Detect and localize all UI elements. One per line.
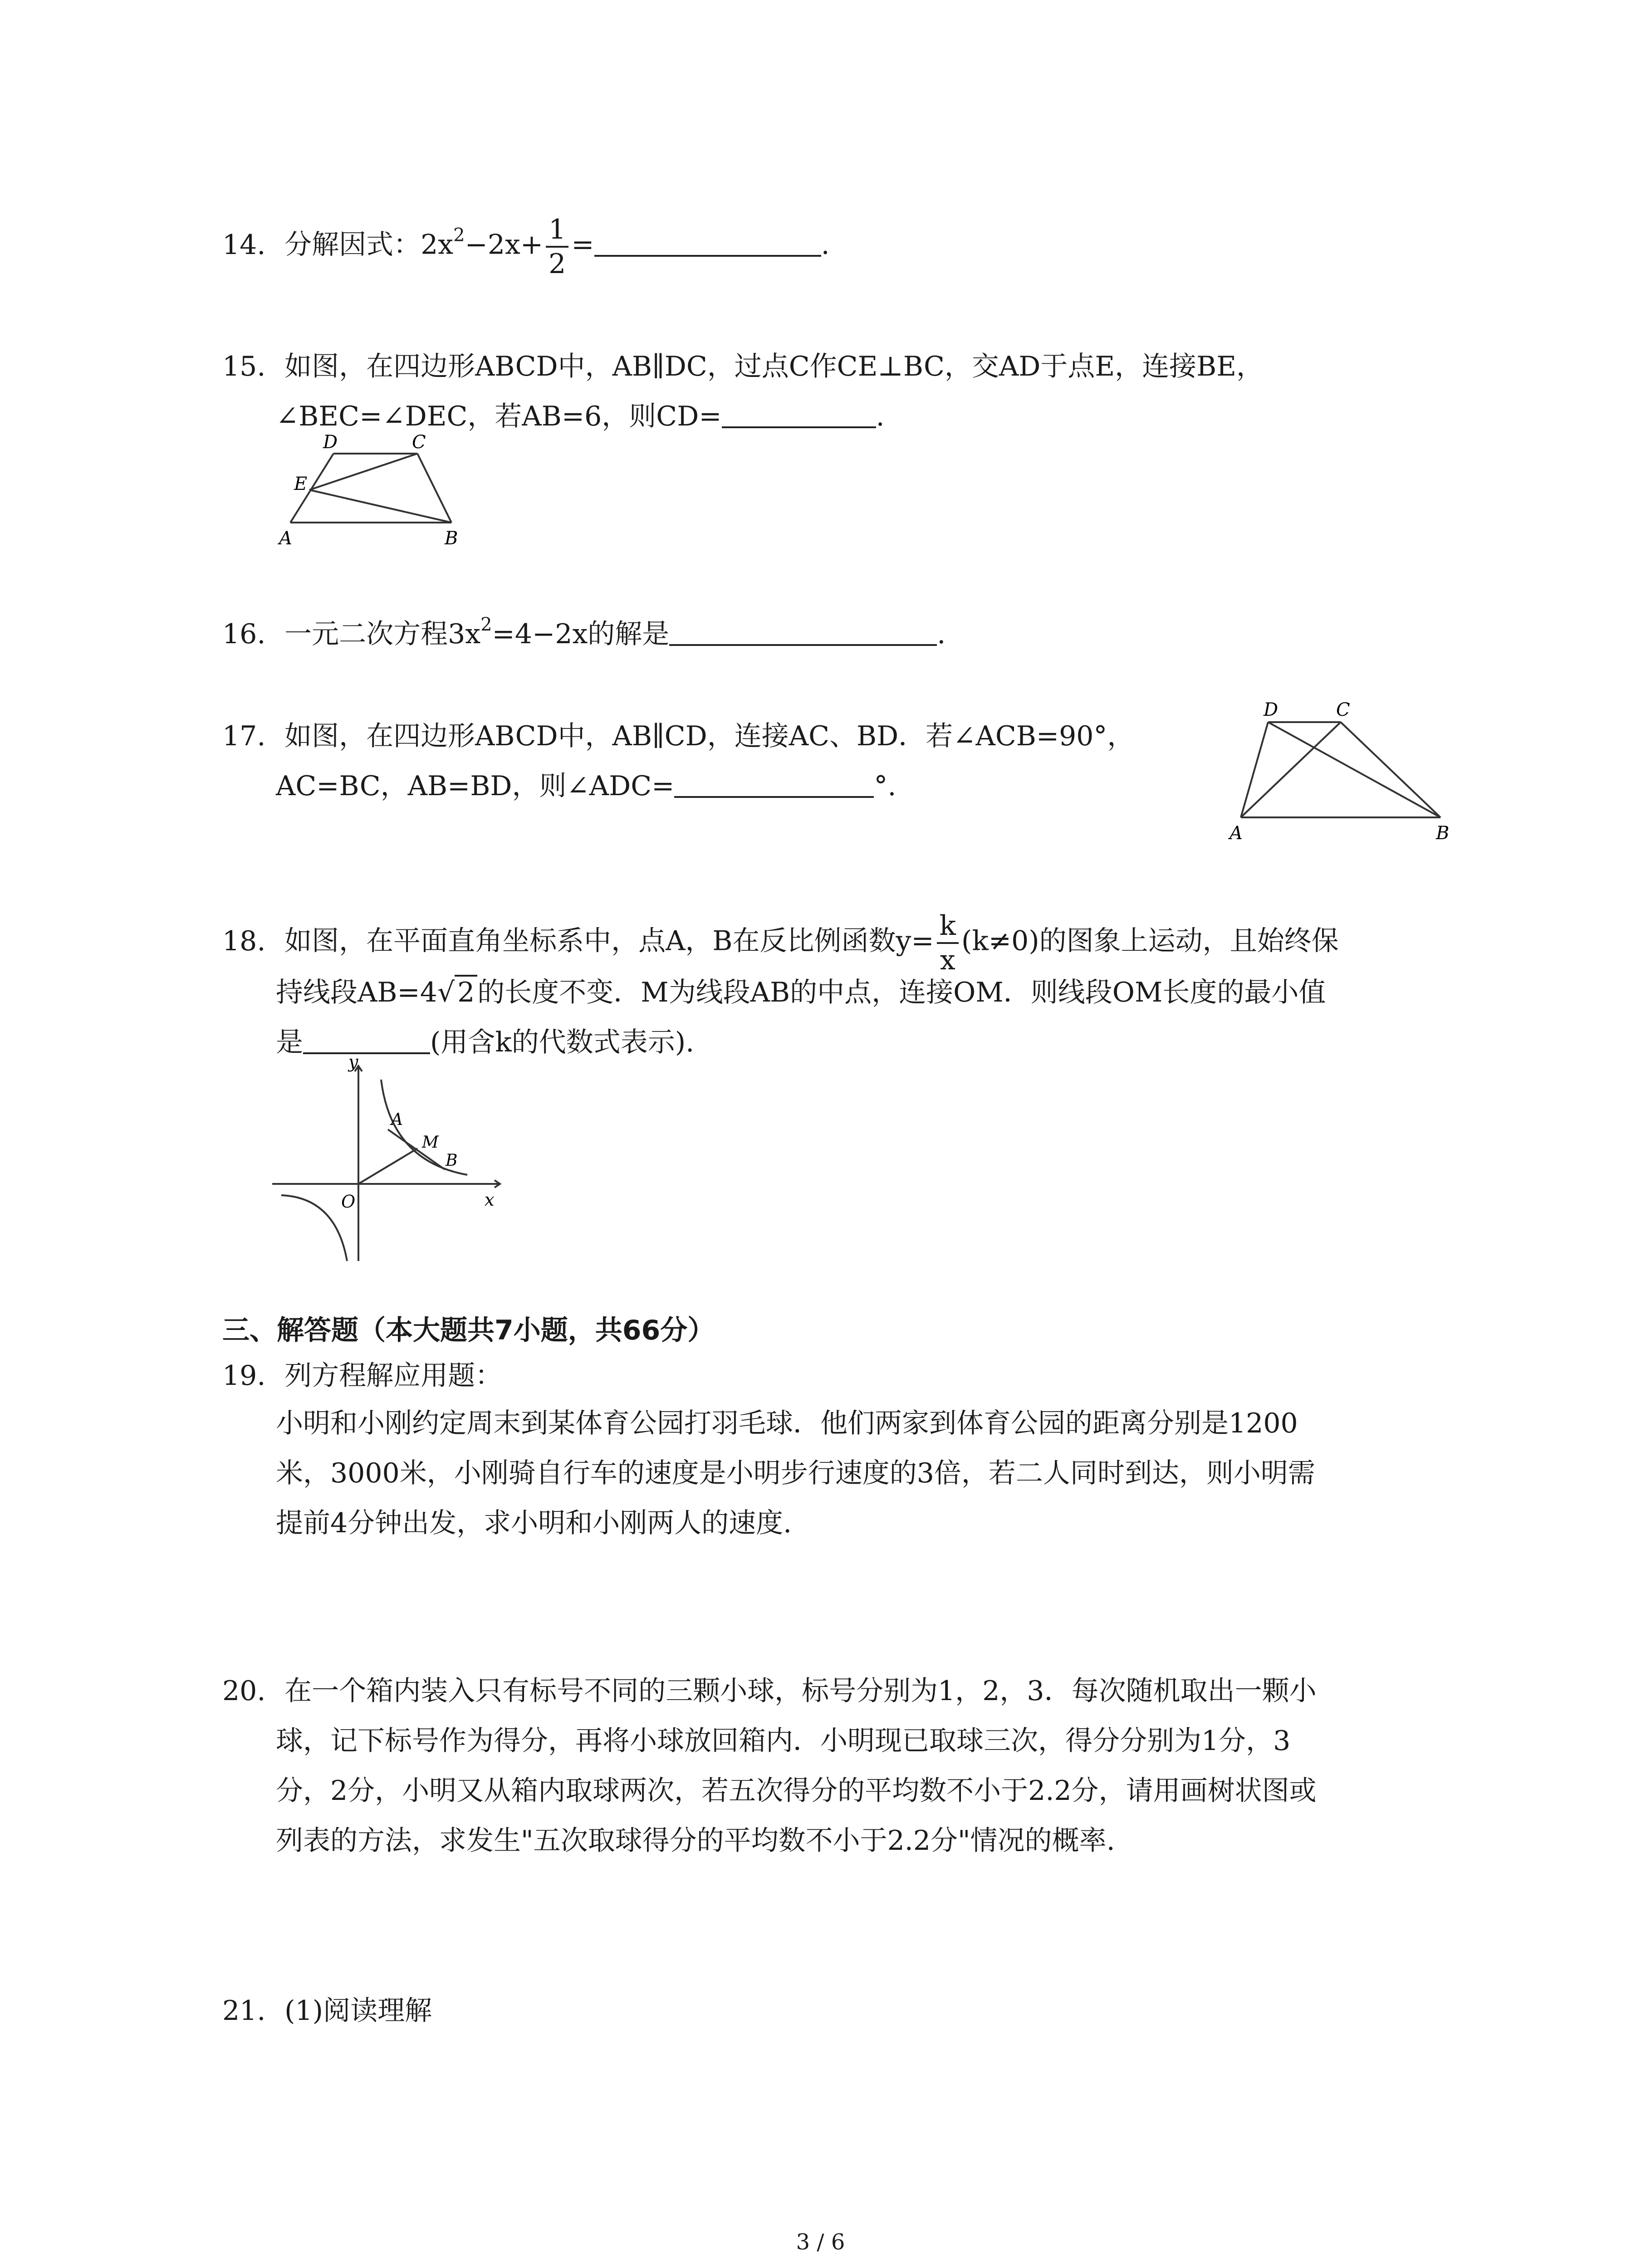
q15-line1: 如图，在四边形ABCD中，AB∥DC，过点C作CE⊥BC，交AD于点E，连接BE， <box>284 351 1264 382</box>
answer-blank[interactable] <box>722 426 876 428</box>
q18-line1a: 如图，在平面直角坐标系中，点A，B在反比例函数y= <box>284 925 934 957</box>
q20-line1: 在一个箱内装入只有标号不同的三颗小球，标号分别为1，2，3．每次随机取出一颗小 <box>284 1675 1317 1707</box>
q19-line1: 小明和小刚约定周末到某体育公园打羽毛球．他们两家到体育公园的距离分别是1200 <box>276 1408 1298 1439</box>
answer-blank[interactable] <box>594 255 821 257</box>
q14-fraction <box>546 213 568 280</box>
q17-end: °. <box>874 770 896 802</box>
q17-figure <box>1225 699 1461 853</box>
q18-line2b: 的长度不变．M为线段AB的中点，连接OM．则线段OM长度的最小值 <box>477 977 1326 1008</box>
q18-fraction <box>937 909 959 977</box>
q17-line1: 如图，在四边形ABCD中，AB∥CD，连接AC、BD．若∠ACB=90°， <box>284 720 1135 752</box>
q18-line3b: (用含k的代数式表示). <box>430 1026 695 1058</box>
q15-figure <box>272 426 463 553</box>
point-label-b: B <box>1436 823 1450 844</box>
q15-line2: ∠BEC=∠DEC，若AB=6，则CD= <box>276 401 722 432</box>
sqrt-radicand: 2 <box>455 975 477 1008</box>
axis-label-y: y <box>348 1052 358 1072</box>
question-20-line1 <box>222 1669 1317 1708</box>
point-label-a: A <box>1230 823 1243 844</box>
question-14 <box>222 213 830 280</box>
q20-line4: 列表的方法，求发生"五次取球得分的平均数不小于2.2分"情况的概率. <box>276 1825 1115 1857</box>
q18-line3a: 是 <box>276 1026 303 1058</box>
q15-figure-lines <box>290 454 451 523</box>
q16-text: 一元二次方程3x <box>284 618 481 650</box>
question-18-line2 <box>276 971 1326 1010</box>
q18-line1b: (k≠0)的图象上运动，且始终保 <box>961 925 1339 957</box>
section-heading: 三、解答题（本大题共7小题，共66分） <box>222 1315 715 1346</box>
page-number: 3 / 6 <box>796 2229 845 2255</box>
q15-end: . <box>876 401 885 432</box>
question-18-line1 <box>222 909 1339 977</box>
question-number: 15. <box>222 351 266 382</box>
q18-figure-lines <box>272 1066 500 1261</box>
question-19-title <box>222 1354 502 1393</box>
q17-line2: AC=BC，AB=BD，则∠ADC= <box>276 770 675 802</box>
q20-line2: 球，记下标号作为得分，再将小球放回箱内．小明现已取球三次，得分分别为1分，3 <box>276 1725 1291 1757</box>
q14-eq: = <box>571 229 594 261</box>
axis-label-x: x <box>485 1190 495 1210</box>
q21-text: (1)阅读理解 <box>284 1995 432 2027</box>
question-number: 16. <box>222 618 266 650</box>
question-21 <box>222 1989 432 2028</box>
question-15-line1 <box>222 345 1264 384</box>
question-17-line2 <box>276 764 896 803</box>
question-number: 20. <box>222 1675 266 1707</box>
point-label-b: B <box>445 528 458 549</box>
origin-label: O <box>341 1192 356 1212</box>
point-label-m: M <box>422 1133 439 1152</box>
q18-figure <box>272 1052 508 1266</box>
answer-blank[interactable] <box>669 644 937 646</box>
q19-line2: 米，3000米，小刚骑自行车的速度是小明步行速度的3倍，若二人同时到达，则小明需 <box>276 1457 1315 1489</box>
point-label-c: C <box>1336 699 1350 720</box>
point-label-e: E <box>294 474 308 494</box>
point-label-d: D <box>323 432 338 453</box>
point-label-a: A <box>279 528 292 549</box>
point-label-b: B <box>446 1151 458 1170</box>
q16-rest: =4−2x的解是 <box>492 618 670 650</box>
q14-end: . <box>821 229 830 261</box>
point-label-c: C <box>412 432 426 453</box>
q20-line3: 分，2分，小明又从箱内取球两次，若五次得分的平均数不小于2.2分，请用画树状图或 <box>276 1775 1317 1807</box>
fraction-numerator: k <box>937 909 959 944</box>
q14-mid: −2x+ <box>465 229 544 261</box>
question-number: 17. <box>222 720 266 752</box>
question-16 <box>222 612 945 651</box>
q18-line2a: 持线段AB=4 <box>276 977 437 1008</box>
fraction-denominator: 2 <box>549 248 566 280</box>
question-17-line1 <box>222 714 1134 753</box>
q19-line3: 提前4分钟出发，求小明和小刚两人的速度. <box>276 1507 792 1539</box>
point-label-d: D <box>1264 699 1279 720</box>
fraction-numerator: 1 <box>546 213 568 248</box>
question-number: 18. <box>222 925 266 957</box>
q17-figure-lines <box>1241 722 1440 817</box>
question-number: 14. <box>222 229 266 261</box>
q16-exponent: 2 <box>480 614 492 635</box>
q19-title: 列方程解应用题： <box>284 1360 503 1392</box>
q18-sqrt: √ 2 <box>437 977 477 1008</box>
answer-blank[interactable] <box>674 796 874 798</box>
q16-end: . <box>937 618 946 650</box>
question-number: 19. <box>222 1360 266 1392</box>
fraction-denominator: x <box>940 944 955 976</box>
question-number: 21. <box>222 1995 266 2027</box>
q14-text: 分解因式：2x <box>284 229 454 261</box>
point-label-a: A <box>391 1110 403 1129</box>
q14-exponent: 2 <box>453 225 465 246</box>
